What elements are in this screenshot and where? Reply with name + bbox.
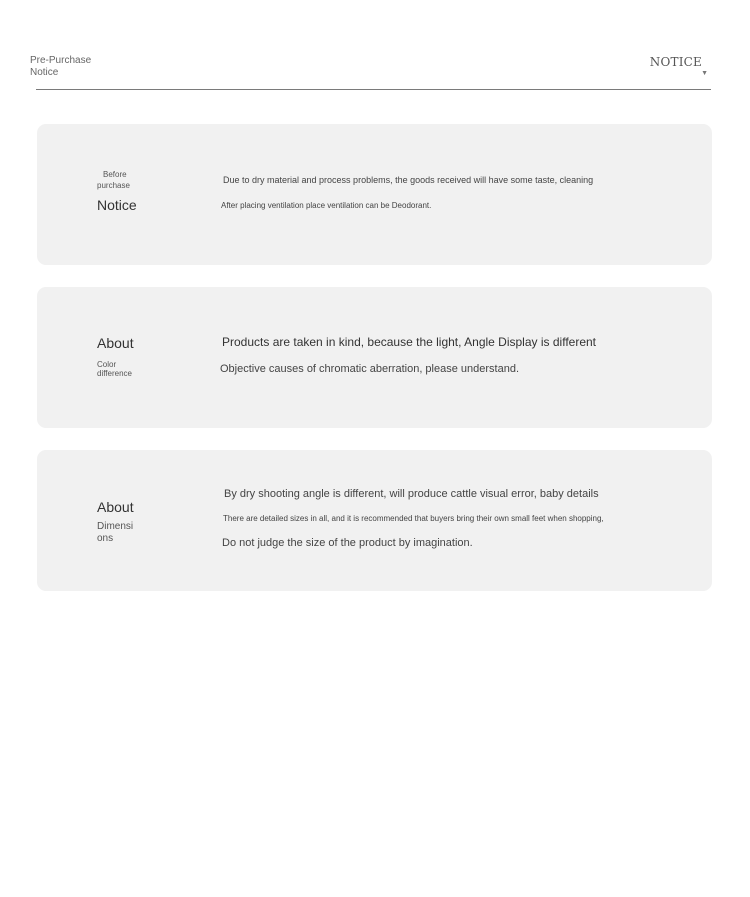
- card-text-line-3: Do not judge the size of the product by imagination.: [222, 537, 473, 549]
- card-text-line-2: Objective causes of chromatic aberration, please understand.: [220, 363, 519, 375]
- card-text-line-1: By dry shooting angle is different, will produce cattle visual error, baby details: [224, 488, 599, 500]
- card-label-sub-line-1: Color: [97, 360, 117, 369]
- card-label-top-line-1: Before: [103, 170, 127, 179]
- header-subtitle-line-1: Pre-Purchase: [30, 55, 92, 66]
- notice-card-before-purchase: [37, 124, 712, 265]
- card-label-sub-line-2: ons: [97, 533, 114, 544]
- card-label-main: About: [97, 499, 134, 515]
- card-text-line-1: Products are taken in kind, because the light, Angle Display is different: [222, 335, 596, 349]
- header-title: NOTICE: [649, 55, 702, 69]
- header-subtitle-line-2: Notice: [30, 67, 59, 78]
- header-subtitle: [30, 55, 91, 79]
- card-text-line-2: There are detailed sizes in all, and it is recommended that buyers bring their own small feet when shopping,: [223, 514, 604, 523]
- header-divider: [36, 89, 711, 90]
- card-label-main: Notice: [97, 197, 137, 213]
- card-label-top-line-2: purchase: [97, 181, 130, 190]
- card-label-sub-line-2: difference: [97, 369, 132, 378]
- notice-card-color-difference: [37, 287, 712, 428]
- card-label-main: About: [97, 335, 134, 351]
- card-label-sub-line-1: Dimensi: [97, 521, 134, 532]
- notice-card-dimensions: [37, 450, 712, 591]
- card-text-line-1: Due to dry material and process problems, the goods received will have some taste, cleaning: [223, 175, 594, 185]
- card-text-line-2: After placing ventilation place ventilation can be Deodorant.: [221, 201, 432, 210]
- triangle-down-icon: ▼: [701, 70, 708, 77]
- page-header: [0, 0, 750, 100]
